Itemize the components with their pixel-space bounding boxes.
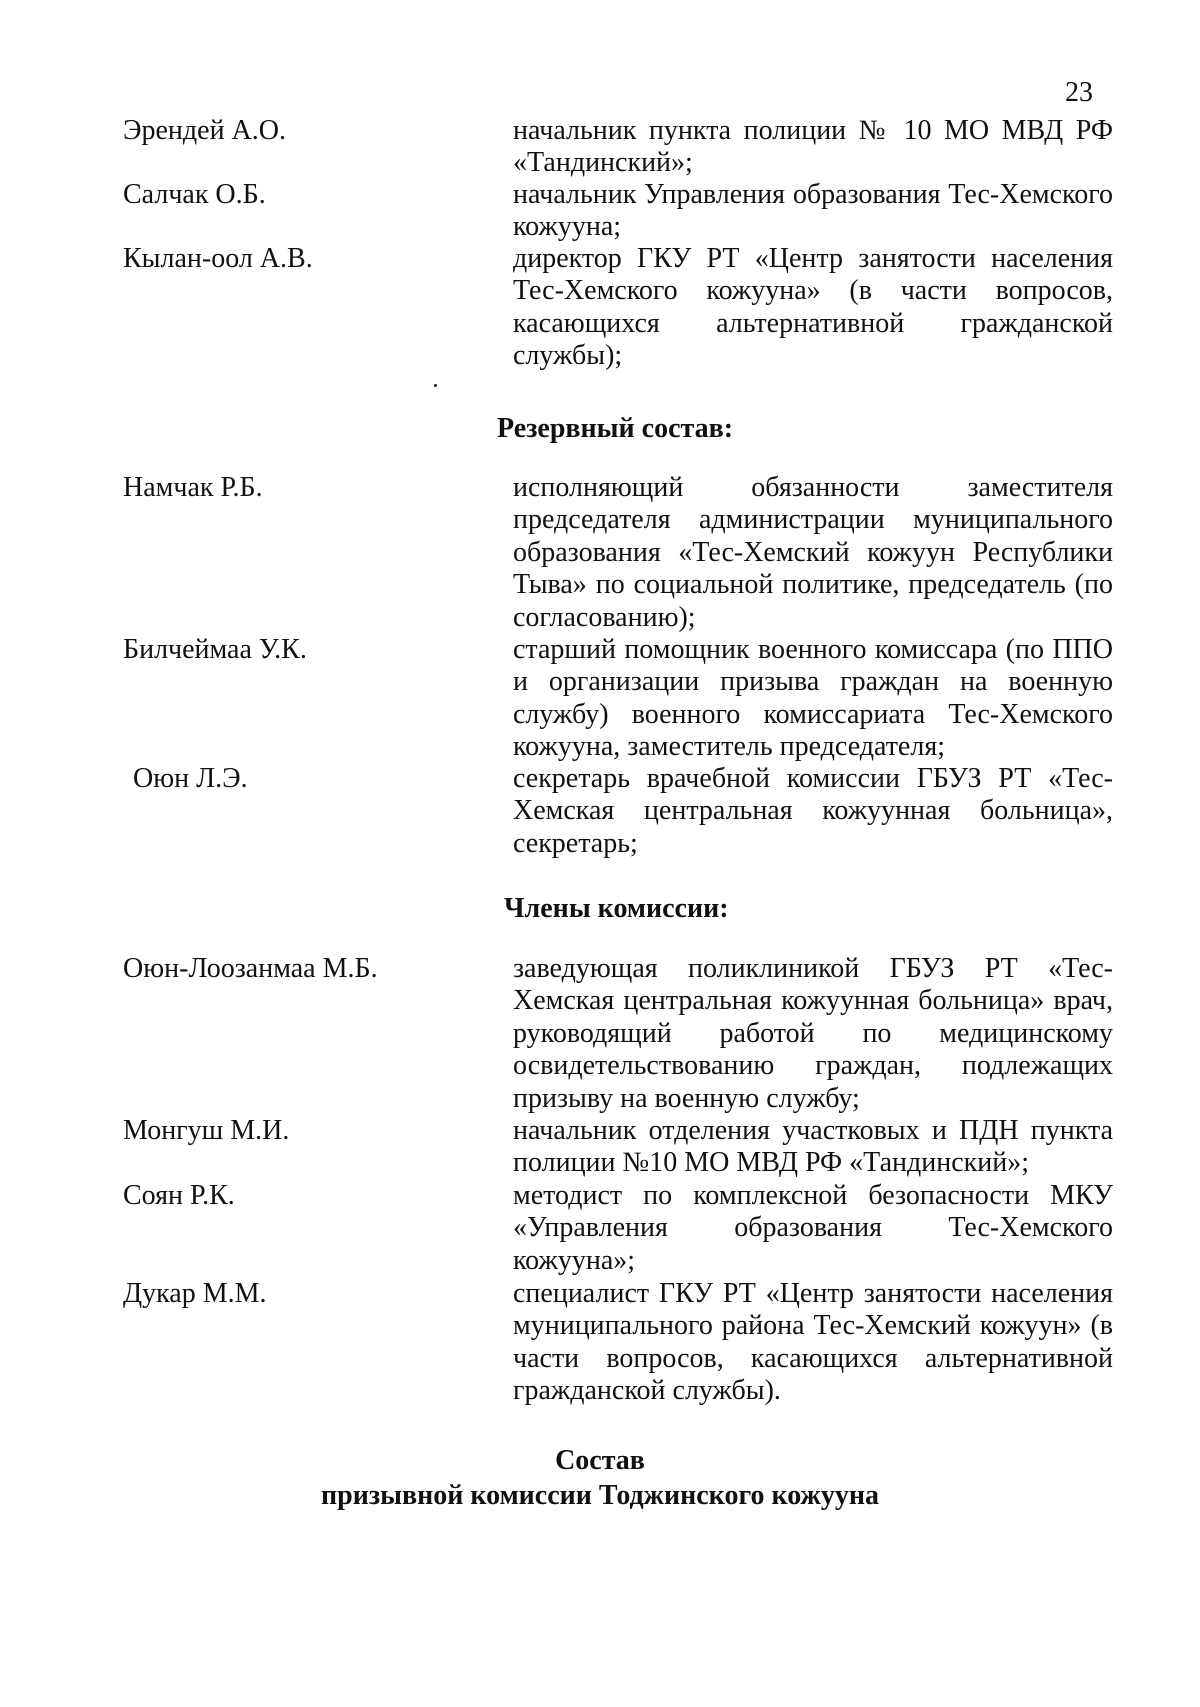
member-name: Кылан-оол А.В. [123,243,313,274]
page-number: 23 [1065,77,1093,108]
member-role: начальник отделения участковых и ПДН пункта полиции №10 МО МВД РФ «Тандинский»; [513,1115,1113,1179]
reserve-heading: Резервный состав: [497,413,734,444]
member-role: методист по комплексной безопасности МКУ «Управления образования Тес-Хемского кожууна»; [513,1180,1113,1276]
member-role: директор ГКУ РТ «Центр занятости населения Тес-Хемского кожууна» (в части вопросов, касающихся альтернативной гражданской службы); [513,243,1113,372]
member-role: исполняющий обязанности заместителя председателя администрации муниципального образования «Тес-Хемский кожуун Республики Тыва» по социальной политике, председатель (по согласованию); [513,472,1113,633]
member-name: Эрендей А.О. [123,115,286,146]
member-role: заведующая поликлиникой ГБУЗ РТ «Тес-Хемская центральная кожуунная больница» врач, руководящий работой по медицинскому освидетельствованию граждан, подлежащих призыву на военную службу; [513,953,1113,1114]
member-name: Оюн-Лоозанмаа М.Б. [123,953,378,984]
member-role: секретарь врачебной комиссии ГБУЗ РТ «Тес-Хемская центральная кожуунная больница», секретарь; [513,763,1113,859]
member-name: Намчак Р.Б. [123,472,263,503]
member-role: специалист ГКУ РТ «Центр занятости населения муниципального района Тес-Хемский кожуун» (в части вопросов, касающихся альтернативной гражданской службы). [513,1278,1113,1407]
scan-speck [434,384,437,387]
member-name: Монгуш М.И. [123,1115,290,1146]
member-name: Дукар М.М. [123,1278,267,1309]
section-subtitle: призывной комиссии Тоджинского кожууна [321,1480,879,1511]
member-name: Салчак О.Б. [123,179,266,210]
member-name: Соян Р.К. [123,1180,235,1211]
member-name: Билчеймаа У.К. [123,634,307,665]
section-title: Состав [555,1445,645,1476]
member-role: начальник Управления образования Тес-Хемского кожууна; [513,179,1113,243]
members-heading: Члены комиссии: [504,893,729,924]
member-role: старший помощник военного комиссара (по ППО и организации призыва граждан на военную службу) военного комиссариата Тес-Хемского кожууна, заместитель председателя; [513,634,1113,763]
member-name: Оюн Л.Э. [133,763,248,794]
member-role: начальник пункта полиции № 10 МО МВД РФ «Тандинский»; [513,115,1113,179]
